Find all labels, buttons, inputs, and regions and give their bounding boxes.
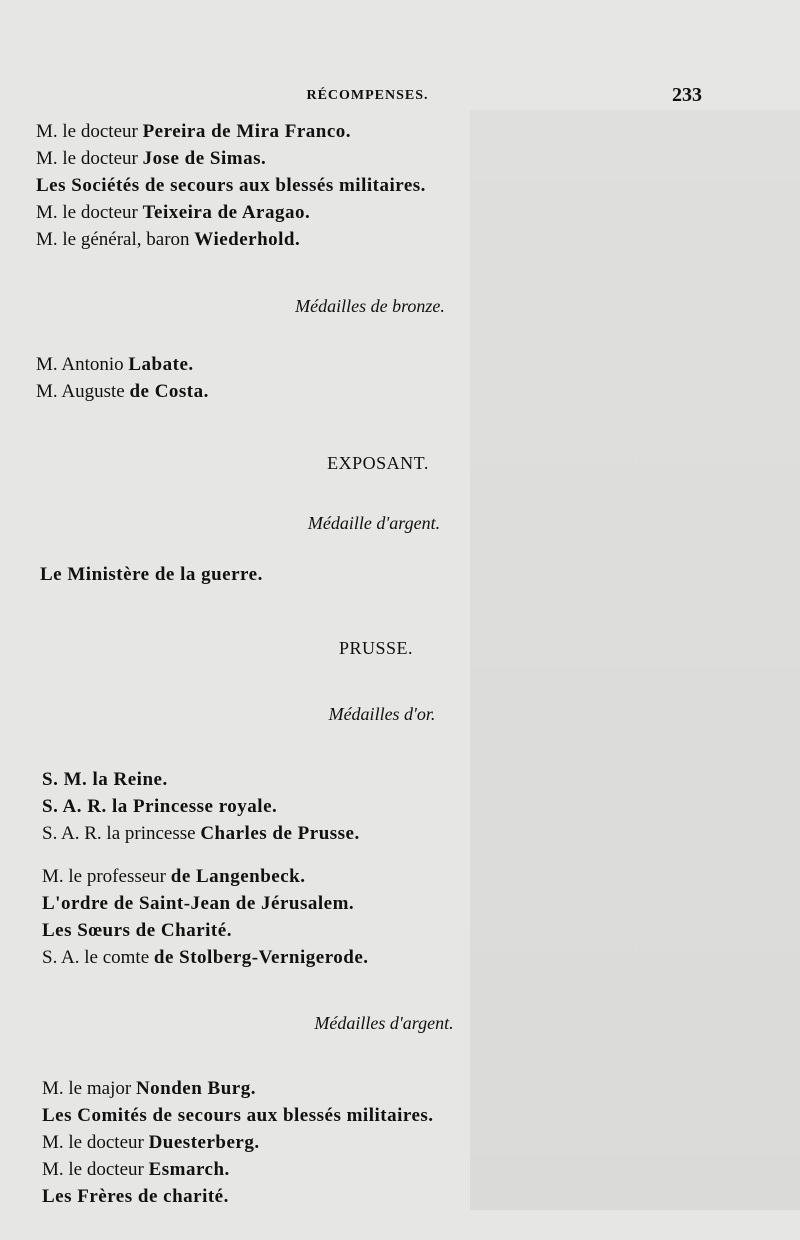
award-line: M. le docteur Jose de Simas. bbox=[36, 148, 267, 169]
section-heading-argent-prusse: Médailles d'argent. bbox=[314, 1013, 454, 1033]
award-line: M. Antonio Labate. bbox=[36, 354, 194, 375]
award-line: M. le général, baron Wiederhold. bbox=[36, 229, 301, 250]
award-line: M. le docteur Duesterberg. bbox=[42, 1132, 260, 1153]
award-line: M. Auguste de Costa. bbox=[36, 381, 209, 402]
award-line: S. A. R. la Princesse royale. bbox=[42, 796, 278, 817]
award-line: M. le docteur Teixeira de Aragao. bbox=[36, 202, 311, 223]
award-line: Les Frères de charité. bbox=[42, 1186, 229, 1207]
award-line: M. le docteur Pereira de Mira Franco. bbox=[36, 121, 352, 142]
award-line: L'ordre de Saint-Jean de Jérusalem. bbox=[42, 893, 355, 914]
running-header: RÉCOMPENSES. bbox=[306, 88, 429, 103]
bleed-through-shadow bbox=[470, 110, 800, 1210]
section-heading-exposant: EXPOSANT. bbox=[327, 453, 429, 473]
section-heading-argent: Médaille d'argent. bbox=[307, 513, 441, 533]
section-heading-or: Médailles d'or. bbox=[328, 704, 436, 724]
award-line: M. le docteur Esmarch. bbox=[42, 1159, 230, 1180]
award-line: Les Sœurs de Charité. bbox=[42, 920, 232, 941]
award-line: Les Sociétés de secours aux blessés militaires. bbox=[36, 175, 426, 196]
award-line: S. M. la Reine. bbox=[42, 769, 168, 790]
page-number: 233 bbox=[672, 84, 702, 106]
award-line: S. A. le comte de Stolberg-Vernigerode. bbox=[42, 947, 369, 968]
section-heading-bronze: Médailles de bronze. bbox=[295, 296, 445, 316]
award-line: S. A. R. la princesse Charles de Prusse. bbox=[42, 823, 360, 844]
award-line: M. le major Nonden Burg. bbox=[42, 1078, 256, 1099]
section-heading-prusse: PRUSSE. bbox=[338, 638, 414, 658]
award-line: Les Comités de secours aux blessés militaires. bbox=[42, 1105, 434, 1126]
award-line: Le Ministère de la guerre. bbox=[40, 564, 263, 585]
award-line: M. le professeur de Langenbeck. bbox=[42, 866, 306, 887]
